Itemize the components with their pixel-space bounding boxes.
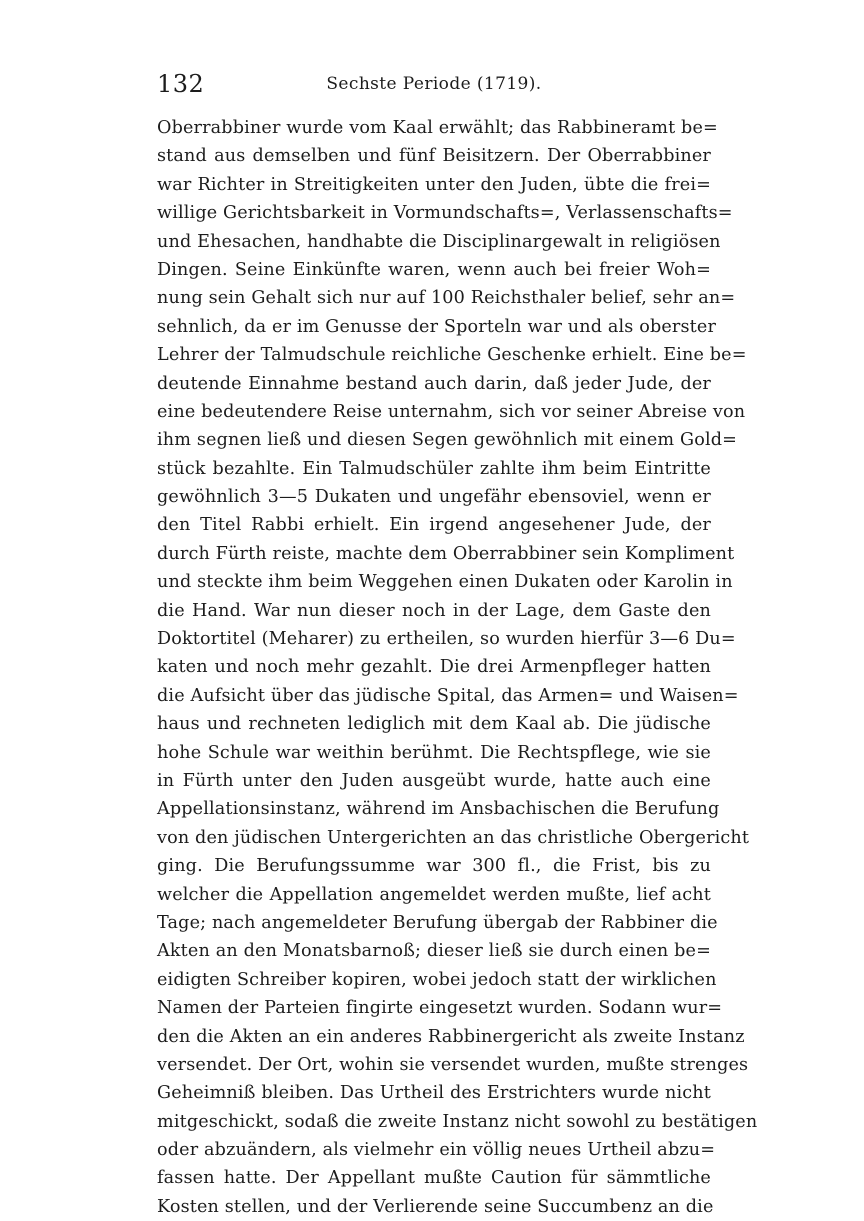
text-line: welcher die Appellation angemeldet werden mußte, lief acht [157,884,711,905]
page-number: 132 [157,70,205,98]
text-line: war Richter in Streitigkeiten unter den Juden, übte die frei= [157,174,711,195]
text-line: die Aufsicht über das jüdische Spital, das Armen= und Waisen= [157,685,739,706]
text-line: Tage; nach angemeldeter Berufung übergab der Rabbiner die [157,912,718,933]
text-line: und steckte ihm beim Weggehen einen Dukaten oder Karolin in [157,572,733,593]
text-line: Doktortitel (Meharer) zu ertheilen, so wurden hierfür 3—6 Du= [157,629,736,650]
text-line: von den jüdischen Untergerichten an das christliche Obergericht [157,827,750,848]
text-line: in Fürth unter den Juden ausgeübt wurde, hatte auch eine [157,770,711,791]
text-line: oder abzuändern, als vielmehr ein völlig neues Urtheil abzu= [157,1140,716,1161]
text-line: Akten an den Monatsbarnoß; dieser ließ sie durch einen be= [157,941,711,962]
text-line: deutende Einnahme bestand auch darin, daß jeder Jude, der [157,373,711,394]
text-line: durch Fürth reiste, machte dem Oberrabbiner sein Kompliment [157,543,735,564]
text-line: gewöhnlich 3—5 Dukaten und ungefähr ebensoviel, wenn er [157,487,711,508]
text-line: mitgeschickt, sodaß die zweite Instanz nicht sowohl zu bestätigen [157,1111,758,1132]
text-line: Lehrer der Talmudschule reichliche Geschenke erhielt. Eine be= [157,345,747,366]
running-head: Sechste Periode (1719). [326,74,542,94]
text-line: und Ehesachen, handhabte die Disciplinargewalt in religiösen [157,231,721,252]
text-line: stück bezahlte. Ein Talmudschüler zahlte ihm beim Eintritte [157,458,711,479]
text-line: den Titel Rabbi erhielt. Ein irgend angesehener Jude, der [157,515,711,536]
text-line: Kosten stellen, und der Verlierende seine Succumbenz an die [157,1196,714,1217]
text-line: Geheimniß bleiben. Das Urtheil des Erstrichters wurde nicht [157,1083,711,1104]
text-line: fassen hatte. Der Appellant mußte Caution für sämmtliche [157,1168,711,1189]
text-line: hohe Schule war weithin berühmt. Die Rechtspflege, wie sie [157,742,711,763]
text-line: die Hand. War nun dieser noch in der Lage, dem Gaste den [157,600,711,621]
body-text [157,114,758,1221]
text-line: eidigten Schreiber kopiren, wobei jedoch statt der wirklichen [157,969,717,990]
text-line: den die Akten an ein anderes Rabbinergericht als zweite Instanz [157,1026,745,1047]
page-header [157,70,711,102]
text-line: ging. Die Berufungssumme war 300 fl., die Frist, bis zu [157,856,711,877]
text-line: Namen der Parteien fingirte eingesetzt wurden. Sodann wur= [157,998,723,1019]
text-line: eine bedeutendere Reise unternahm, sich vor seiner Abreise von [157,401,746,422]
text-line: Appellationsinstanz, während im Ansbachischen die Berufung [157,799,720,820]
text-line: haus und rechneten lediglich mit dem Kaal ab. Die jüdische [157,714,711,735]
text-line: stand aus demselben und fünf Beisitzern. Der Oberrabbiner [157,146,711,167]
text-line: Dingen. Seine Einkünfte waren, wenn auch bei freier Woh= [157,259,711,280]
text-line: katen und noch mehr gezahlt. Die drei Armenpfleger hatten [157,657,711,678]
text-line: versendet. Der Ort, wohin sie versendet wurden, mußte strenges [157,1054,749,1075]
text-line: nung sein Gehalt sich nur auf 100 Reichsthaler belief, sehr an= [157,288,736,309]
text-line: ihm segnen ließ und diesen Segen gewöhnlich mit einem Gold= [157,430,738,451]
text-line: willige Gerichtsbarkeit in Vormundschafts=, Verlassenschafts= [157,203,733,224]
text-line: Oberrabbiner wurde vom Kaal erwählt; das Rabbineramt be= [157,118,718,138]
text-line: sehnlich, da er im Genusse der Sporteln war und als oberster [157,316,717,337]
